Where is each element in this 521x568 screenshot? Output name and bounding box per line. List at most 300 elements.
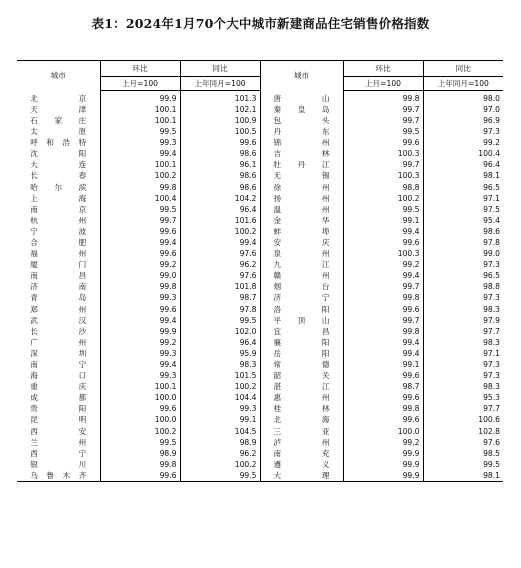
mom-left: 100.2: [100, 426, 180, 437]
city-name: 南京: [30, 204, 87, 214]
city-left: [17, 204, 100, 215]
mom-right: 98.7: [343, 381, 423, 392]
city-left: [17, 326, 100, 337]
city-name: 桂林: [273, 404, 330, 414]
city-name: 北京: [30, 93, 87, 103]
city-left: [17, 237, 100, 248]
yoy-right: 97.9: [423, 315, 503, 326]
mom-left: 99.3: [100, 137, 180, 148]
mom-right: 99.7: [343, 104, 423, 115]
yoy-right: 98.1: [423, 470, 503, 482]
city-name: 大连: [30, 160, 87, 170]
city-name: 丹东: [273, 127, 330, 137]
city-right: [260, 282, 343, 293]
yoy-left: 98.3: [180, 359, 260, 370]
yoy-left: 101.8: [180, 282, 260, 293]
mom-right: 99.7: [343, 315, 423, 326]
city-left: [17, 259, 100, 270]
table-body: [17, 91, 503, 482]
city-name: 烟台: [273, 282, 330, 292]
city-name: 杭州: [30, 215, 87, 225]
city-left: [17, 282, 100, 293]
city-right: [260, 215, 343, 226]
city-name: 秦皇岛: [273, 104, 330, 114]
mom-right: 99.6: [343, 137, 423, 148]
city-left: [17, 337, 100, 348]
yoy-left: 96.1: [180, 160, 260, 171]
city-name: 泉州: [273, 249, 330, 259]
table-row: [17, 370, 503, 381]
city-name: 岳阳: [273, 348, 330, 358]
city-left: [17, 448, 100, 459]
yoy-right: 96.9: [423, 115, 503, 126]
city-name: 长春: [30, 171, 87, 181]
table-row: [17, 204, 503, 215]
mom-right: 99.4: [343, 226, 423, 237]
table-row: [17, 437, 503, 448]
yoy-left: 100.5: [180, 126, 260, 137]
city-name: 吉林: [273, 149, 330, 159]
mom-right: 100.2: [343, 193, 423, 204]
city-right: [260, 415, 343, 426]
city-name: 呼和浩特: [30, 138, 87, 148]
city-right: [260, 459, 343, 470]
mom-right: 99.9: [343, 470, 423, 482]
city-left: [17, 470, 100, 482]
yoy-right: 98.3: [423, 304, 503, 315]
table-row: [17, 415, 503, 426]
table-row: [17, 215, 503, 226]
mom-left: 99.9: [100, 91, 180, 105]
yoy-left: 99.4: [180, 237, 260, 248]
city-name: 济宁: [273, 293, 330, 303]
city-right: [260, 104, 343, 115]
mom-right: 99.6: [343, 304, 423, 315]
yoy-right: 97.7: [423, 404, 503, 415]
yoy-right: 100.4: [423, 148, 503, 159]
city-name: 长沙: [30, 326, 87, 336]
mom-left: 99.6: [100, 304, 180, 315]
city-right: [260, 248, 343, 259]
mom-base-right: 上月=100: [343, 77, 423, 91]
yoy-left: 99.6: [180, 137, 260, 148]
city-left: [17, 271, 100, 282]
city-right: [260, 204, 343, 215]
mom-left: 99.5: [100, 204, 180, 215]
city-name: 锦州: [273, 138, 330, 148]
table-row: [17, 115, 503, 126]
table-row: [17, 104, 503, 115]
city-right: [260, 160, 343, 171]
mom-left: 99.7: [100, 215, 180, 226]
city-name: 南充: [273, 448, 330, 458]
yoy-right: 97.3: [423, 259, 503, 270]
yoy-left: 98.6: [180, 182, 260, 193]
mom-right: 99.9: [343, 448, 423, 459]
city-name: 北海: [273, 415, 330, 425]
mom-left: 99.6: [100, 248, 180, 259]
city-right: [260, 448, 343, 459]
yoy-right: 97.5: [423, 204, 503, 215]
mom-left: 99.6: [100, 404, 180, 415]
mom-left: 100.1: [100, 104, 180, 115]
city-right: [260, 237, 343, 248]
city-right: [260, 304, 343, 315]
city-left: [17, 437, 100, 448]
table-row: [17, 182, 503, 193]
table-row: [17, 381, 503, 392]
city-name: 惠州: [273, 393, 330, 403]
city-right: [260, 182, 343, 193]
table-row: [17, 237, 503, 248]
yoy-header-left: 同比: [180, 61, 260, 77]
mom-left: 100.0: [100, 415, 180, 426]
yoy-left: 101.3: [180, 91, 260, 105]
mom-right: 99.5: [343, 126, 423, 137]
city-right: [260, 326, 343, 337]
city-name: 西安: [30, 426, 87, 436]
mom-right: 99.8: [343, 293, 423, 304]
city-name: 郑州: [30, 304, 87, 314]
yoy-right: 100.6: [423, 415, 503, 426]
city-name: 西宁: [30, 448, 87, 458]
table-row: [17, 326, 503, 337]
mom-left: 100.0: [100, 393, 180, 404]
yoy-left: 98.7: [180, 293, 260, 304]
city-left: [17, 381, 100, 392]
city-right: [260, 226, 343, 237]
table-row: [17, 315, 503, 326]
mom-right: 99.6: [343, 415, 423, 426]
city-left: [17, 459, 100, 470]
table-row: [17, 91, 503, 105]
mom-right: 99.7: [343, 115, 423, 126]
yoy-right: 98.6: [423, 226, 503, 237]
city-right: [260, 293, 343, 304]
city-name: 深圳: [30, 348, 87, 358]
city-name: 广州: [30, 337, 87, 347]
yoy-right: 97.8: [423, 237, 503, 248]
mom-right: 99.1: [343, 359, 423, 370]
city-right: [260, 370, 343, 381]
city-right: [260, 359, 343, 370]
table-row: [17, 160, 503, 171]
mom-right: 98.8: [343, 182, 423, 193]
yoy-left: 97.8: [180, 304, 260, 315]
mom-left: 99.3: [100, 370, 180, 381]
yoy-right: 99.5: [423, 459, 503, 470]
table-row: [17, 148, 503, 159]
city-right: [260, 171, 343, 182]
city-header-left: 城市: [17, 61, 100, 91]
yoy-left: 99.1: [180, 415, 260, 426]
mom-left: 100.1: [100, 160, 180, 171]
yoy-left: 104.2: [180, 193, 260, 204]
mom-right: 99.7: [343, 160, 423, 171]
table-row: [17, 448, 503, 459]
yoy-left: 97.6: [180, 271, 260, 282]
yoy-right: 97.3: [423, 359, 503, 370]
city-name: 武汉: [30, 315, 87, 325]
mom-left: 99.5: [100, 126, 180, 137]
table-row: [17, 226, 503, 237]
city-name: 福州: [30, 249, 87, 259]
yoy-right: 97.3: [423, 126, 503, 137]
city-right: [260, 348, 343, 359]
yoy-header-right: 同比: [423, 61, 503, 77]
yoy-right: 98.3: [423, 381, 503, 392]
yoy-left: 97.6: [180, 248, 260, 259]
city-name: 济南: [30, 282, 87, 292]
yoy-right: 97.6: [423, 437, 503, 448]
mom-right: 99.6: [343, 370, 423, 381]
table-row: [17, 348, 503, 359]
city-name: 襄阳: [273, 337, 330, 347]
mom-base-left: 上月=100: [100, 77, 180, 91]
city-name: 宁波: [30, 226, 87, 236]
yoy-left: 100.9: [180, 115, 260, 126]
mom-left: 99.0: [100, 271, 180, 282]
mom-right: 99.1: [343, 215, 423, 226]
city-left: [17, 404, 100, 415]
yoy-left: 99.3: [180, 404, 260, 415]
table-row: [17, 259, 503, 270]
mom-left: 99.6: [100, 470, 180, 482]
mom-right: 100.3: [343, 171, 423, 182]
city-left: [17, 304, 100, 315]
yoy-right: 99.2: [423, 137, 503, 148]
city-left: [17, 293, 100, 304]
city-name: 常德: [273, 360, 330, 369]
city-left: [17, 91, 100, 105]
yoy-left: 104.4: [180, 393, 260, 404]
table-row: [17, 137, 503, 148]
city-name: 金华: [273, 215, 330, 225]
yoy-base-left: 上年同月=100: [180, 77, 260, 91]
mom-right: 100.3: [343, 148, 423, 159]
mom-left: 99.3: [100, 293, 180, 304]
mom-header-right: 环比: [343, 61, 423, 77]
city-name: 海口: [30, 371, 87, 381]
city-right: [260, 271, 343, 282]
city-name: 沈阳: [30, 149, 87, 159]
city-left: [17, 226, 100, 237]
yoy-left: 100.2: [180, 459, 260, 470]
mom-left: 99.6: [100, 226, 180, 237]
mom-left: 99.2: [100, 259, 180, 270]
city-name: 唐山: [273, 93, 330, 103]
table-row: [17, 282, 503, 293]
yoy-right: 97.1: [423, 348, 503, 359]
yoy-right: 99.0: [423, 248, 503, 259]
city-name: 银川: [30, 459, 87, 469]
table-row: [17, 193, 503, 204]
yoy-left: 98.6: [180, 171, 260, 182]
yoy-right: 102.8: [423, 426, 503, 437]
mom-left: 99.8: [100, 282, 180, 293]
yoy-left: 96.2: [180, 259, 260, 270]
table-row: [17, 171, 503, 182]
city-left: [17, 104, 100, 115]
city-name: 无锡: [273, 171, 330, 181]
mom-left: 99.4: [100, 359, 180, 370]
table-row: [17, 426, 503, 437]
city-name: 徐州: [273, 182, 330, 192]
city-name: 宜昌: [273, 326, 330, 336]
yoy-right: 98.3: [423, 337, 503, 348]
table-row: [17, 393, 503, 404]
yoy-right: 95.4: [423, 215, 503, 226]
yoy-left: 99.5: [180, 470, 260, 482]
table-row: [17, 248, 503, 259]
mom-right: 99.4: [343, 271, 423, 282]
city-name: 蚌埠: [273, 226, 330, 236]
mom-left: 98.9: [100, 448, 180, 459]
price-index-table: [17, 60, 503, 482]
mom-left: 99.2: [100, 337, 180, 348]
city-right: [260, 381, 343, 392]
yoy-left: 100.2: [180, 226, 260, 237]
city-header-right: 城市: [260, 61, 343, 91]
yoy-left: 104.5: [180, 426, 260, 437]
city-name: 三亚: [273, 426, 330, 436]
yoy-left: 96.4: [180, 204, 260, 215]
city-name: 湛江: [273, 382, 330, 392]
city-name: 大理: [273, 470, 330, 480]
city-name: 昆明: [30, 415, 87, 425]
mom-left: 99.8: [100, 182, 180, 193]
city-right: [260, 115, 343, 126]
city-right: [260, 126, 343, 137]
city-left: [17, 215, 100, 226]
yoy-right: 97.1: [423, 193, 503, 204]
city-right: [260, 148, 343, 159]
city-right: [260, 470, 343, 482]
city-left: [17, 315, 100, 326]
table-row: [17, 126, 503, 137]
yoy-right: 96.5: [423, 182, 503, 193]
city-left: [17, 348, 100, 359]
mom-left: 100.4: [100, 193, 180, 204]
city-name: 石家庄: [30, 115, 87, 125]
yoy-left: 102.1: [180, 104, 260, 115]
yoy-base-right: 上年同月=100: [423, 77, 503, 91]
city-name: 南宁: [30, 360, 87, 369]
city-right: [260, 259, 343, 270]
city-right: [260, 337, 343, 348]
yoy-left: 96.4: [180, 337, 260, 348]
mom-right: 99.5: [343, 204, 423, 215]
city-left: [17, 171, 100, 182]
city-name: 青岛: [30, 293, 87, 303]
mom-left: 99.4: [100, 237, 180, 248]
city-name: 安庆: [273, 237, 330, 247]
yoy-right: 98.0: [423, 91, 503, 105]
mom-right: 99.8: [343, 404, 423, 415]
yoy-right: 95.3: [423, 393, 503, 404]
city-name: 哈尔滨: [30, 182, 87, 192]
yoy-right: 97.7: [423, 326, 503, 337]
city-name: 包头: [273, 115, 330, 125]
mom-right: 99.2: [343, 437, 423, 448]
city-name: 合肥: [30, 237, 87, 247]
yoy-left: 101.6: [180, 215, 260, 226]
yoy-left: 98.9: [180, 437, 260, 448]
city-name: 韶关: [273, 371, 330, 381]
mom-right: 99.6: [343, 237, 423, 248]
mom-left: 100.2: [100, 171, 180, 182]
table-row: [17, 470, 503, 482]
mom-header-left: 环比: [100, 61, 180, 77]
city-name: 兰州: [30, 437, 87, 447]
mom-right: 99.2: [343, 259, 423, 270]
table-title: 表1：2024年1月70个大中城市新建商品住宅销售价格指数: [91, 16, 430, 31]
table-row: [17, 337, 503, 348]
city-right: [260, 137, 343, 148]
city-name: 泸州: [273, 437, 330, 447]
mom-left: 99.3: [100, 348, 180, 359]
city-name: 九江: [273, 260, 330, 270]
city-name: 上海: [30, 193, 87, 203]
city-left: [17, 148, 100, 159]
city-name: 遵义: [273, 459, 330, 469]
city-name: 重庆: [30, 382, 87, 392]
mom-right: 99.8: [343, 326, 423, 337]
mom-right: 100.3: [343, 248, 423, 259]
city-right: [260, 404, 343, 415]
yoy-left: 102.0: [180, 326, 260, 337]
city-name: 扬州: [273, 193, 330, 203]
city-name: 乌鲁木齐: [30, 470, 87, 480]
yoy-left: 101.5: [180, 370, 260, 381]
yoy-right: 96.5: [423, 271, 503, 282]
city-right: [260, 315, 343, 326]
table-row: [17, 404, 503, 415]
city-left: [17, 393, 100, 404]
mom-left: 100.1: [100, 381, 180, 392]
mom-right: 99.4: [343, 337, 423, 348]
table-row: [17, 459, 503, 470]
yoy-right: 96.4: [423, 160, 503, 171]
yoy-right: 97.3: [423, 370, 503, 381]
city-left: [17, 137, 100, 148]
city-name: 牡丹江: [273, 160, 330, 170]
city-left: [17, 415, 100, 426]
city-name: 太原: [30, 127, 87, 137]
yoy-right: 98.1: [423, 171, 503, 182]
mom-left: 100.1: [100, 115, 180, 126]
mom-right: 99.4: [343, 348, 423, 359]
city-name: 贵阳: [30, 404, 87, 414]
mom-right: 99.9: [343, 459, 423, 470]
city-left: [17, 426, 100, 437]
city-left: [17, 126, 100, 137]
mom-left: 99.5: [100, 437, 180, 448]
city-left: [17, 182, 100, 193]
city-left: [17, 160, 100, 171]
mom-left: 99.4: [100, 148, 180, 159]
yoy-right: 98.8: [423, 282, 503, 293]
city-left: [17, 193, 100, 204]
mom-left: 99.9: [100, 326, 180, 337]
city-right: [260, 426, 343, 437]
city-name: 南昌: [30, 271, 87, 281]
city-name: 洛阳: [273, 304, 330, 314]
table-row: [17, 271, 503, 282]
city-left: [17, 115, 100, 126]
city-name: 成都: [30, 393, 87, 403]
yoy-left: 100.2: [180, 381, 260, 392]
